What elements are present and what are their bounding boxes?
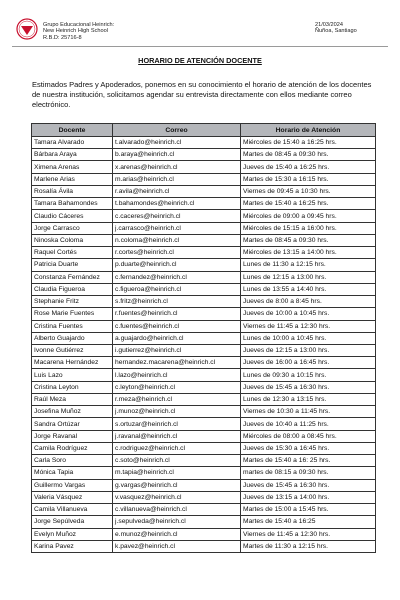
office-hours: Viernes de 10:30 a 11:45 hrs. bbox=[241, 406, 376, 418]
school-info bbox=[43, 22, 114, 41]
office-hours: Martes de 15:00 a 15:45 hrs. bbox=[241, 504, 376, 516]
office-hours: Martes de 08:45 a 09:30 hrs. bbox=[241, 149, 376, 161]
teacher-email[interactable]: j.carrasco@heinrich.cl bbox=[113, 222, 241, 234]
office-hours: Miércoles de 09:00 a 09:45 hrs. bbox=[241, 210, 376, 222]
teacher-email[interactable]: m.tapia@heinrich.cl bbox=[113, 467, 241, 479]
office-hours: Miércoles de 15:15 a 16:00 hrs. bbox=[241, 222, 376, 234]
table-row bbox=[32, 540, 376, 552]
header-horario: Horario de Atención bbox=[241, 124, 376, 137]
office-hours: Jueves de 16:00 a 16:45 hrs. bbox=[241, 357, 376, 369]
teacher-email[interactable]: k.pavez@heinrich.cl bbox=[113, 540, 241, 552]
teacher-email[interactable]: j.munoz@heinrich.cl bbox=[113, 406, 241, 418]
teacher-email[interactable]: r.cortes@heinrich.cl bbox=[113, 247, 241, 259]
table-row bbox=[32, 137, 376, 149]
table-row bbox=[32, 442, 376, 454]
table-row bbox=[32, 161, 376, 173]
office-hours: Martes de 15:40 a 16:25 bbox=[241, 516, 376, 528]
table-row bbox=[32, 381, 376, 393]
teacher-email[interactable]: i.gutierrez@heinrich.cl bbox=[113, 344, 241, 356]
office-hours: Viernes de 09:45 a 10:30 hrs. bbox=[241, 185, 376, 197]
teacher-email[interactable]: s.ortuzar@heinrich.cl bbox=[113, 418, 241, 430]
table-row bbox=[32, 198, 376, 210]
office-hours: Jueves de 15:45 a 16:30 hrs. bbox=[241, 479, 376, 491]
teacher-name: Claudio Cáceres bbox=[32, 210, 113, 222]
teacher-name: Cristina Fuentes bbox=[32, 320, 113, 332]
teacher-name: Luis Lazo bbox=[32, 369, 113, 381]
teacher-name: Ninoska Coloma bbox=[32, 234, 113, 246]
table-row bbox=[32, 406, 376, 418]
office-hours: Martes de 08:45 a 09:30 hrs. bbox=[241, 234, 376, 246]
teacher-email[interactable]: hernandez.macarena@heinrich.cl bbox=[113, 357, 241, 369]
teacher-name: Raquel Cortés bbox=[32, 247, 113, 259]
document-meta bbox=[315, 22, 357, 35]
school-rbd: R.B.D: 25716-8 bbox=[43, 34, 82, 41]
teacher-name: Ivonne Gutiérrez bbox=[32, 344, 113, 356]
table-row bbox=[32, 320, 376, 332]
document-date: 21/03/2024 bbox=[315, 22, 343, 28]
table-row bbox=[32, 296, 376, 308]
teacher-email[interactable]: c.fuentes@heinrich.cl bbox=[113, 320, 241, 332]
table-row bbox=[32, 479, 376, 491]
teacher-email[interactable]: e.munoz@heinrich.cl bbox=[113, 528, 241, 540]
teacher-email[interactable]: x.arenas@heinrich.cl bbox=[113, 161, 241, 173]
office-hours: Jueves de 8:00 a 8:45 hrs. bbox=[241, 296, 376, 308]
teacher-email[interactable]: r.meza@heinrich.cl bbox=[113, 393, 241, 405]
teacher-name: Jorge Carrasco bbox=[32, 222, 113, 234]
table-row bbox=[32, 308, 376, 320]
page-title: HORARIO DE ATENCIÓN DOCENTE bbox=[138, 56, 262, 65]
table-row bbox=[32, 491, 376, 503]
teacher-email[interactable]: b.araya@heinrich.cl bbox=[113, 149, 241, 161]
teacher-name: Sandra Ortúzar bbox=[32, 418, 113, 430]
table-row bbox=[32, 357, 376, 369]
office-hours: Miércoles de 13:15 a 14:00 hrs. bbox=[241, 247, 376, 259]
office-hours: Miércoles de 08:00 a 08:45 hrs. bbox=[241, 430, 376, 442]
teacher-email[interactable]: c.villanueva@heinrich.cl bbox=[113, 504, 241, 516]
office-hours: Lunes de 11:30 a 12:15 hrs. bbox=[241, 259, 376, 271]
table-row bbox=[32, 210, 376, 222]
teacher-email[interactable]: c.caceres@heinrich.cl bbox=[113, 210, 241, 222]
school-logo-icon bbox=[16, 18, 38, 40]
table-row bbox=[32, 418, 376, 430]
teacher-email[interactable]: c.rodriguez@heinrich.cl bbox=[113, 442, 241, 454]
table-row bbox=[32, 222, 376, 234]
teacher-name: Mónica Tapia bbox=[32, 467, 113, 479]
office-hours: Jueves de 12:15 a 13:00 hrs. bbox=[241, 344, 376, 356]
teacher-name: Macarena Hernández bbox=[32, 357, 113, 369]
office-hours: Lunes de 12:15 a 13:00 hrs. bbox=[241, 271, 376, 283]
table-row bbox=[32, 173, 376, 185]
table-header-row bbox=[32, 124, 376, 137]
office-hours: Martes de 15:40 a 16:25 hrs. bbox=[241, 198, 376, 210]
teacher-name: Alberto Guajardo bbox=[32, 332, 113, 344]
table-row bbox=[32, 455, 376, 467]
office-hours: Martes de 15:40 a 16: 25 hrs. bbox=[241, 455, 376, 467]
office-hours: martes de 08:15 a 09:30 hrs. bbox=[241, 467, 376, 479]
teacher-name: Stephanie Fritz bbox=[32, 296, 113, 308]
office-hours: Lunes de 13:55 a 14:40 hrs. bbox=[241, 283, 376, 295]
office-hours: Jueves de 10:00 a 10:45 hrs. bbox=[241, 308, 376, 320]
table-row bbox=[32, 369, 376, 381]
teacher-email[interactable]: c.leyton@heinrich.cl bbox=[113, 381, 241, 393]
teacher-name: Jorge Sepúlveda bbox=[32, 516, 113, 528]
teacher-name: Patricia Duarte bbox=[32, 259, 113, 271]
office-hours: Jueves de 15:45 a 16:30 hrs. bbox=[241, 381, 376, 393]
document-location: Ñuñoa, Santiago bbox=[315, 28, 357, 35]
office-hours: Viernes de 11:45 a 12:30 hrs. bbox=[241, 320, 376, 332]
header-correo: Correo bbox=[113, 124, 241, 137]
table-row bbox=[32, 344, 376, 356]
teacher-name: Constanza Fernández bbox=[32, 271, 113, 283]
teacher-email[interactable]: c.figueroa@heinrich.cl bbox=[113, 283, 241, 295]
school-group-name: Grupo Educacional Heinrich: bbox=[43, 22, 115, 28]
teacher-name: Rosalía Ávila bbox=[32, 185, 113, 197]
teacher-email[interactable]: j.sepulveda@heinrich.cl bbox=[113, 516, 241, 528]
teacher-name: Rose Marie Fuentes bbox=[32, 308, 113, 320]
office-hours: Miércoles de 15:40 a 16:25 hrs. bbox=[241, 137, 376, 149]
office-hours: Viernes de 11:45 a 12:30 hrs. bbox=[241, 528, 376, 540]
teacher-email[interactable]: j.ravanal@heinrich.cl bbox=[113, 430, 241, 442]
teacher-name: Karina Pavez bbox=[32, 540, 113, 552]
teacher-name: Cristina Leyton bbox=[32, 381, 113, 393]
teacher-email[interactable]: t.bahamondes@heinrich.cl bbox=[113, 198, 241, 210]
teacher-name: Bárbara Araya bbox=[32, 149, 113, 161]
table-row bbox=[32, 528, 376, 540]
header-docente: Docente bbox=[32, 124, 113, 137]
schedule-table bbox=[31, 123, 376, 553]
office-hours: Lunes de 10:00 a 10:45 hrs. bbox=[241, 332, 376, 344]
teacher-name: Claudia Figueroa bbox=[32, 283, 113, 295]
office-hours: Jueves de 13:15 a 14:00 hrs. bbox=[241, 491, 376, 503]
office-hours: Lunes de 12:30 a 13:15 hrs. bbox=[241, 393, 376, 405]
office-hours: Jueves de 15:40 a 16:25 hrs. bbox=[241, 161, 376, 173]
teacher-name: Tamara Alvarado bbox=[32, 137, 113, 149]
header-divider bbox=[12, 46, 388, 47]
teacher-name: Ximena Arenas bbox=[32, 161, 113, 173]
teacher-email[interactable]: g.vargas@heinrich.cl bbox=[113, 479, 241, 491]
intro-paragraph: Estimados Padres y Apoderados, ponemos en su conocimiento el horario de atención de los docentes de nuestra institución, solicitamos agendar su entrevista directamente con ellos mediante correo electrónico. bbox=[32, 80, 372, 110]
teacher-name: Guillermo Vargas bbox=[32, 479, 113, 491]
table-row bbox=[32, 259, 376, 271]
office-hours: Jueves de 10:40 a 11:25 hrs. bbox=[241, 418, 376, 430]
document-header bbox=[0, 0, 400, 48]
table-row bbox=[32, 271, 376, 283]
teacher-email[interactable]: v.vasquez@heinrich.cl bbox=[113, 491, 241, 503]
teacher-email[interactable]: a.guajardo@heinrich.cl bbox=[113, 332, 241, 344]
teacher-name: Tamara Bahamondes bbox=[32, 198, 113, 210]
teacher-email[interactable]: c.soto@heinrich.cl bbox=[113, 455, 241, 467]
office-hours: Lunes de 09:30 a 10:15 hrs. bbox=[241, 369, 376, 381]
table-row bbox=[32, 185, 376, 197]
office-hours: Jueves de 15:30 a 16:45 hrs. bbox=[241, 442, 376, 454]
table-row bbox=[32, 516, 376, 528]
teacher-email[interactable]: p.duarte@heinrich.cl bbox=[113, 259, 241, 271]
table-row bbox=[32, 234, 376, 246]
teacher-name: Valeria Vásquez bbox=[32, 491, 113, 503]
table-row bbox=[32, 393, 376, 405]
teacher-email[interactable]: n.coloma@heinrich.cl bbox=[113, 234, 241, 246]
teacher-name: Jorge Ravanal bbox=[32, 430, 113, 442]
teacher-email[interactable]: t.alvarado@heinrich.cl bbox=[113, 137, 241, 149]
teacher-email[interactable]: l.lazo@heinrich.cl bbox=[113, 369, 241, 381]
teacher-email[interactable]: c.fernandez@heinrich.cl bbox=[113, 271, 241, 283]
table-row bbox=[32, 332, 376, 344]
teacher-email[interactable]: r.fuentes@heinrich.cl bbox=[113, 308, 241, 320]
teacher-email[interactable]: r.avila@heinrich.cl bbox=[113, 185, 241, 197]
teacher-name: Camila Rodríguez bbox=[32, 442, 113, 454]
teacher-name: Evelyn Muñoz bbox=[32, 528, 113, 540]
table-row bbox=[32, 430, 376, 442]
table-row bbox=[32, 504, 376, 516]
teacher-name: Raúl Meza bbox=[32, 393, 113, 405]
teacher-name: Marlene Arias bbox=[32, 173, 113, 185]
office-hours: Martes de 11:30 a 12:15 hrs. bbox=[241, 540, 376, 552]
teacher-email[interactable]: s.fritz@heinrich.cl bbox=[113, 296, 241, 308]
teacher-name: Camila Villanueva bbox=[32, 504, 113, 516]
table-row bbox=[32, 283, 376, 295]
teacher-name: Carla Soro bbox=[32, 455, 113, 467]
table-row bbox=[32, 149, 376, 161]
teacher-name: Josefina Muñoz bbox=[32, 406, 113, 418]
teacher-email[interactable]: m.arias@heinrich.cl bbox=[113, 173, 241, 185]
table-row bbox=[32, 467, 376, 479]
school-name: New Heinrich High School bbox=[43, 28, 108, 35]
office-hours: Martes de 15:30 a 16:15 hrs. bbox=[241, 173, 376, 185]
table-row bbox=[32, 247, 376, 259]
